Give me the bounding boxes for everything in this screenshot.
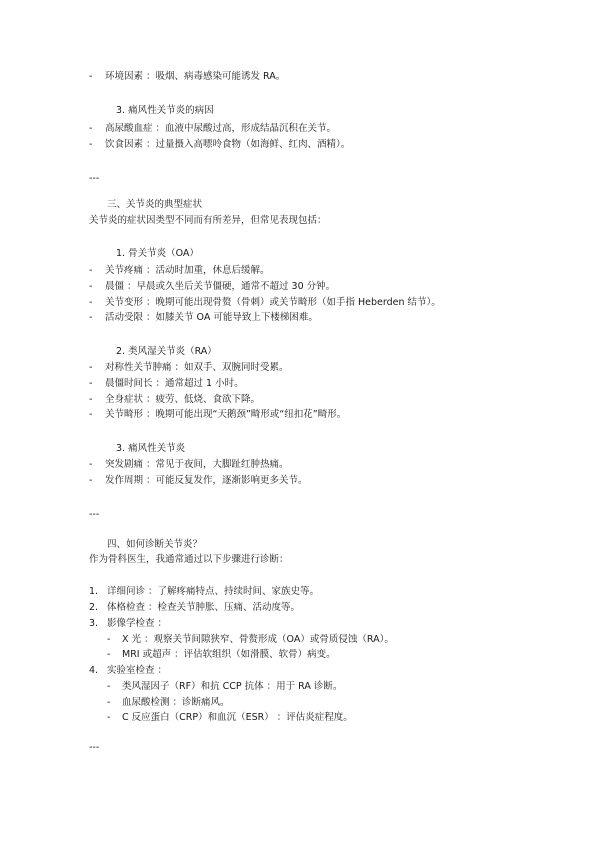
list-item <box>89 361 289 374</box>
list-item-text: 晨僵 ：早晨或久坐后关节僵硬，通常不超过 30 分钟。 <box>105 281 336 292</box>
list-item <box>89 296 441 309</box>
bullet-dash: - <box>89 281 93 292</box>
numbered-item-text: 实验室检查 ： <box>107 665 168 676</box>
bullet-dash: - <box>107 681 111 692</box>
list-item <box>89 458 289 471</box>
numbered-item <box>89 585 319 598</box>
list-item-text: 对称性关节肿痛 ：如双手、双腕同时受累。 <box>105 362 289 373</box>
bullet-dash: - <box>89 312 93 323</box>
numbered-item <box>89 601 300 614</box>
section-subheading: 3. 痛风性关节炎的病因 <box>116 105 214 116</box>
list-item <box>89 474 308 487</box>
list-item-text: 关节畸形 ：晚期可能出现“天鹅颈”畸形或“纽扣花”畸形。 <box>105 409 347 420</box>
list-item-text: 发作周期 ：可能反复发作，逐渐影响更多关节。 <box>105 475 308 486</box>
list-item <box>89 280 335 293</box>
sub-list-item <box>107 633 394 646</box>
separator: --- <box>89 509 100 520</box>
bullet-dash: - <box>89 123 93 134</box>
list-item <box>89 70 285 83</box>
separator: --- <box>89 742 100 753</box>
numbered-item-text: 详细问诊 ：了解疼痛特点、持续时间、家族史等。 <box>107 586 320 597</box>
list-item-text: 突发剧痛 ：常见于夜间，大脚趾红肿热痛。 <box>105 459 289 470</box>
item-number: 3. <box>89 618 99 629</box>
list-item-text: 关节疼痛 ：活动时加重，休息后缓解。 <box>105 265 270 276</box>
bullet-dash: - <box>89 378 93 389</box>
list-item-text: 环境因素 ：吸烟、病毒感染可能诱发 RA。 <box>105 71 286 82</box>
list-item-text: 全身症状 ：疲劳、低烧、食欲下降。 <box>105 394 261 405</box>
sub-list-item-text: MRI 或超声 ：评估软组织（如滑膜、软骨）病变。 <box>122 649 336 660</box>
list-item-text: 高尿酸血症 ：血液中尿酸过高，形成结晶沉积在关节。 <box>105 123 337 134</box>
section-subheading: 2. 类风湿关节炎（RA） <box>116 346 217 357</box>
list-item-text: 活动受限 ：如膝关节 OA 可能导致上下楼梯困难。 <box>105 312 318 323</box>
sub-list-item <box>107 696 230 709</box>
list-item-text: 饮食因素 ：过量摄入高嘌呤食物（如海鲜、红肉、酒精）。 <box>105 139 351 150</box>
sub-list-item-text: C 反应蛋白（CRP）和血沉（ESR） ：评估炎症程度。 <box>122 712 353 723</box>
item-number: 4. <box>89 665 99 676</box>
bullet-dash: - <box>89 71 93 82</box>
item-number: 2. <box>89 602 99 613</box>
bullet-dash: - <box>89 297 93 308</box>
bullet-dash: - <box>89 409 93 420</box>
section-heading: 四、如何诊断关节炎？ <box>107 539 203 550</box>
numbered-item-text: 体格检查 ：检查关节肿胀、压痛、活动度等。 <box>107 602 301 613</box>
bullet-dash: - <box>107 634 111 645</box>
sub-list-item <box>107 680 342 693</box>
bullet-dash: - <box>107 697 111 708</box>
sub-list-item <box>107 711 353 724</box>
list-item <box>89 377 244 390</box>
bullet-dash: - <box>89 265 93 276</box>
paragraph: 作为骨科医生，我通常通过以下步骤进行诊断： <box>89 554 289 565</box>
numbered-item <box>89 664 167 677</box>
section-subheading: 3. 痛风性关节炎 <box>116 443 186 454</box>
bullet-dash: - <box>89 362 93 373</box>
bullet-dash: - <box>107 712 111 723</box>
item-number: 1. <box>89 586 99 597</box>
section-heading: 三、关节炎的典型症状 <box>107 199 203 210</box>
bullet-dash: - <box>89 459 93 470</box>
sub-list-item-text: X 光 ：观察关节间隙狭窄、骨赘形成（OA）或骨质侵蚀（RA）。 <box>122 634 394 645</box>
list-item <box>89 264 270 277</box>
bullet-dash: - <box>89 139 93 150</box>
bullet-dash: - <box>89 475 93 486</box>
bullet-dash: - <box>107 649 111 660</box>
list-item <box>89 393 260 406</box>
sub-list-item-text: 血尿酸检测 ：诊断痛风。 <box>122 697 230 708</box>
sub-list-item-text: 类风湿因子（RF）和抗 CCP 抗体 ：用于 RA 诊断。 <box>122 681 343 692</box>
sub-list-item <box>107 648 336 661</box>
list-item <box>89 122 336 135</box>
paragraph: 关节炎的症状因类型不同而有所差异，但常见表现包括： <box>89 215 327 226</box>
list-item-text: 晨僵时间长 ：通常超过 1 小时。 <box>105 378 244 389</box>
list-item-text: 关节变形 ：晚期可能出现骨赘（骨刺）或关节畸形（如手指 Heberden 结节）。 <box>105 297 441 308</box>
section-subheading: 1. 骨关节炎（OA） <box>116 248 199 259</box>
list-item <box>89 408 346 421</box>
list-item <box>89 311 318 324</box>
list-item <box>89 138 350 151</box>
numbered-item <box>89 617 167 630</box>
numbered-item-text: 影像学检查 ： <box>107 618 168 629</box>
bullet-dash: - <box>89 394 93 405</box>
separator: --- <box>89 173 100 184</box>
